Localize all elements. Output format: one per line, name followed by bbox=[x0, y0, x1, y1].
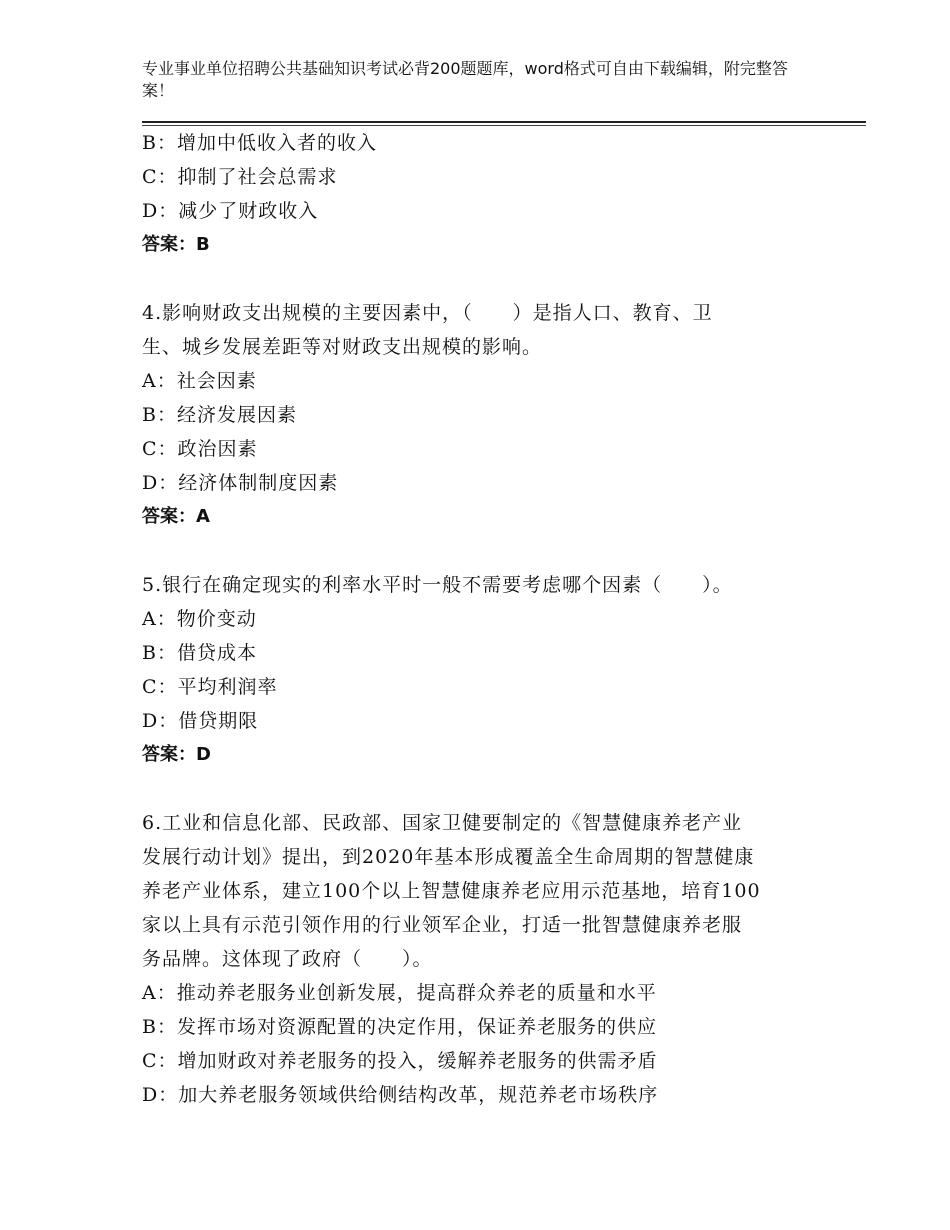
answer-label: 答案：A bbox=[142, 506, 210, 527]
option-c: C：平均利润率 bbox=[142, 676, 278, 698]
option-b: B：借贷成本 bbox=[142, 642, 257, 664]
option-b: B：发挥市场对资源配置的决定作用，保证养老服务的供应 bbox=[142, 1016, 657, 1038]
question-4 bbox=[142, 296, 822, 534]
option-c: C：政治因素 bbox=[142, 438, 258, 460]
question-stem: 养老产业体系，建立100个以上智慧健康养老应用示范基地，培育100 bbox=[142, 880, 761, 902]
option-a: A：物价变动 bbox=[142, 608, 257, 630]
option-d: D：经济体制制度因素 bbox=[142, 472, 339, 494]
option-d: D：减少了财政收入 bbox=[142, 200, 319, 222]
question-stem: 6.工业和信息化部、民政部、国家卫健要制定的《智慧健康养老产业 bbox=[142, 812, 743, 834]
option-b: B：经济发展因素 bbox=[142, 404, 297, 426]
question-3-partial bbox=[142, 126, 822, 262]
question-6 bbox=[142, 806, 822, 1112]
question-stem: 4.影响财政支出规模的主要因素中，（ ）是指人口、教育、卫 bbox=[142, 302, 713, 324]
question-stem: 家以上具有示范引领作用的行业领军企业，打适一批智慧健康养老服 bbox=[142, 914, 743, 936]
option-d: D：借贷期限 bbox=[142, 710, 259, 732]
question-5 bbox=[142, 568, 822, 772]
question-stem: 生、城乡发展差距等对财政支出规模的影响。 bbox=[142, 336, 543, 358]
option-d: D：加大养老服务领域供给侧结构改革，规范养老市场秩序 bbox=[142, 1084, 659, 1106]
question-stem: 5.银行在确定现实的利率水平时一般不需要考虑哪个因素（ ）。 bbox=[142, 574, 733, 596]
document-body bbox=[142, 126, 822, 1112]
option-b: B：增加中低收入者的收入 bbox=[142, 132, 377, 154]
option-c: C：增加财政对养老服务的投入，缓解养老服务的供需矛盾 bbox=[142, 1050, 658, 1072]
option-a: A：社会因素 bbox=[142, 370, 257, 392]
option-c: C：抑制了社会总需求 bbox=[142, 166, 338, 188]
option-a: A：推动养老服务业创新发展，提高群众养老的质量和水平 bbox=[142, 982, 657, 1004]
question-stem: 发展行动计划》提出，到2020年基本形成覆盖全生命周期的智慧健康 bbox=[142, 846, 755, 868]
document-header: 专业事业单位招聘公共基础知识考试必背200题题库，word格式可自由下载编辑，附完整答案！ bbox=[142, 59, 788, 100]
answer-label: 答案：B bbox=[142, 234, 210, 255]
question-stem: 务品牌。这体现了政府（ ）。 bbox=[142, 948, 433, 970]
answer-label: 答案：D bbox=[142, 744, 211, 765]
header-rule-thick bbox=[142, 121, 866, 123]
